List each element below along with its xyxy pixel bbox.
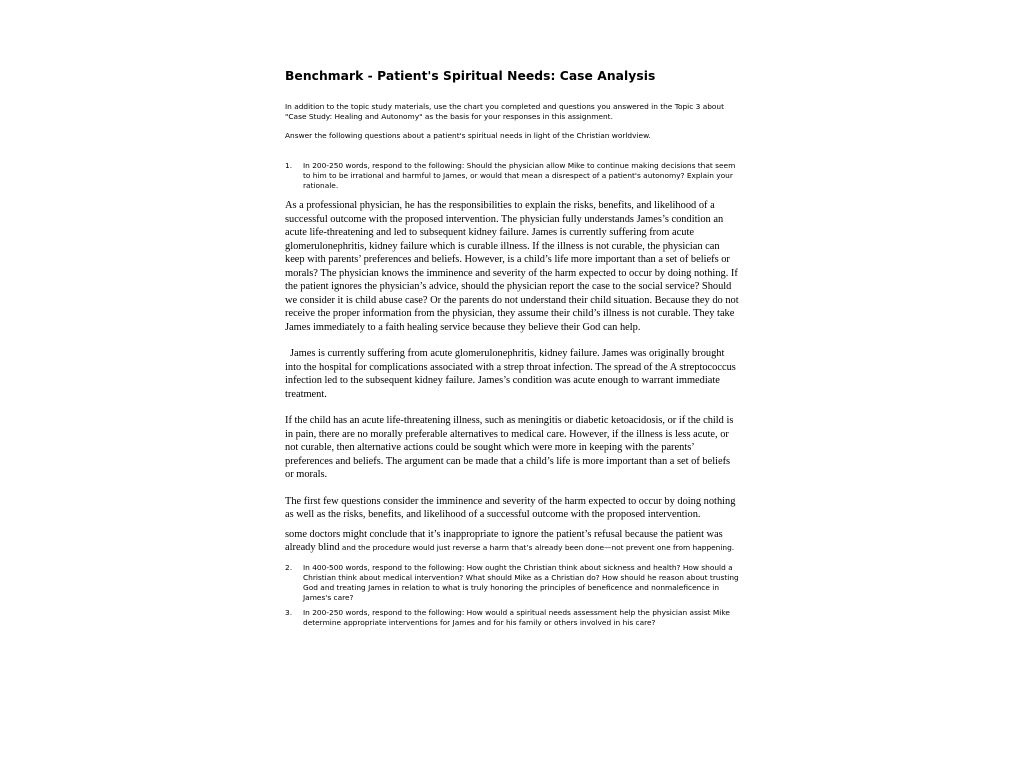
question-number: 1. bbox=[285, 161, 293, 170]
instruction-paragraph: Answer the following questions about a patient's spiritual needs in light of the Christian worldview. bbox=[285, 131, 651, 140]
answer-paragraph-5-serif: some doctors might conclude that it’s inappropriate to ignore the patient’s refusal because the patient was already blind bbox=[285, 528, 723, 553]
question-text: In 200-250 words, respond to the following: How would a spiritual needs assessment help the physician assist Mike determine appropriate interventions for James and for his family or others involved in his care? bbox=[303, 607, 730, 627]
document-title: Benchmark - Patient's Spiritual Needs: Case Analysis bbox=[285, 69, 656, 83]
answer-paragraph-3: If the child has an acute life-threatening illness, such as meningitis or diabetic ketoacidosis, or if the child is in pain, there are no morally preferable alternatives to medical care. However, if the illness is less acute, or not curable, then alternative actions could be sought which were more in keeping with the parents’ preferences and beliefs. The argument can be made that a child’s life is more important than a set of beliefs or morals. bbox=[285, 415, 734, 480]
answer-paragraph-2: James is currently suffering from acute glomerulonephritis, kidney failure. James was originally brought into the hospital for complications associated with a strep throat infection. The spread of the A streptococcus infection led to the subsequent kidney failure. James’s condition was acute enough to warrant immediate treatment. bbox=[285, 348, 736, 400]
document-page bbox=[285, 68, 740, 628]
question-number: 2. bbox=[285, 562, 293, 572]
question-text: In 400-500 words, respond to the following: How ought the Christian think about sickness and health? How should a Christian think about medical intervention? What should Mike as a Christian do? How should he reason about trusting God and treating James in relation to what is truly honoring the principles of beneficence and nonmaleficence in James's care? bbox=[303, 562, 739, 602]
question-number: 3. bbox=[285, 607, 293, 617]
answer-paragraph-5-sans: and the procedure would just reverse a harm that’s already been done—not prevent one from happening. bbox=[339, 543, 735, 552]
answer-paragraph-4: The first few questions consider the imminence and severity of the harm expected to occur by doing nothing as well as the risks, benefits, and likelihood of a successful outcome with the proposed intervention. bbox=[285, 495, 736, 520]
answer-paragraph-1: As a professional physician, he has the responsibilities to explain the risks, benefits, and likelihood of a successful outcome with the proposed intervention. The physician fully understands James’s condition an acute life-threatening and led to subsequent kidney failure. James is currently suffering from acute glomerulonephritis, kidney failure which is curable illness. If the illness is not curable, the physician can keep with parents’ preferences and beliefs. However, is a child’s life more important than a set of beliefs or morals? The physician knows the imminence and severity of the harm expected to occur by doing nothing. If the patient ignores the physician’s advice, should the physician report the case to the social service? Should we consider it is child abuse case? Or the parents do not understand their child situation. Because they do not receive the proper information from the physician, they assume their child’s illness is not curable. They take James immediately to a faith healing service because they believe their God can help. bbox=[285, 200, 739, 333]
question-3 bbox=[285, 608, 740, 628]
question-1 bbox=[285, 161, 740, 191]
question-2 bbox=[285, 563, 740, 603]
intro-paragraph: In addition to the topic study materials, use the chart you completed and questions you answered in the Topic 3 about "Case Study: Healing and Autonomy" as the basis for your responses in this assignment. bbox=[285, 102, 725, 121]
answer-paragraph-5 bbox=[285, 528, 740, 555]
question-text: In 200-250 words, respond to the following: Should the physician allow Mike to continue making decisions that seem to him to be irrational and harmful to James, or would that mean a disrespect of a patient's autonomy? Explain your rationale. bbox=[303, 161, 736, 190]
